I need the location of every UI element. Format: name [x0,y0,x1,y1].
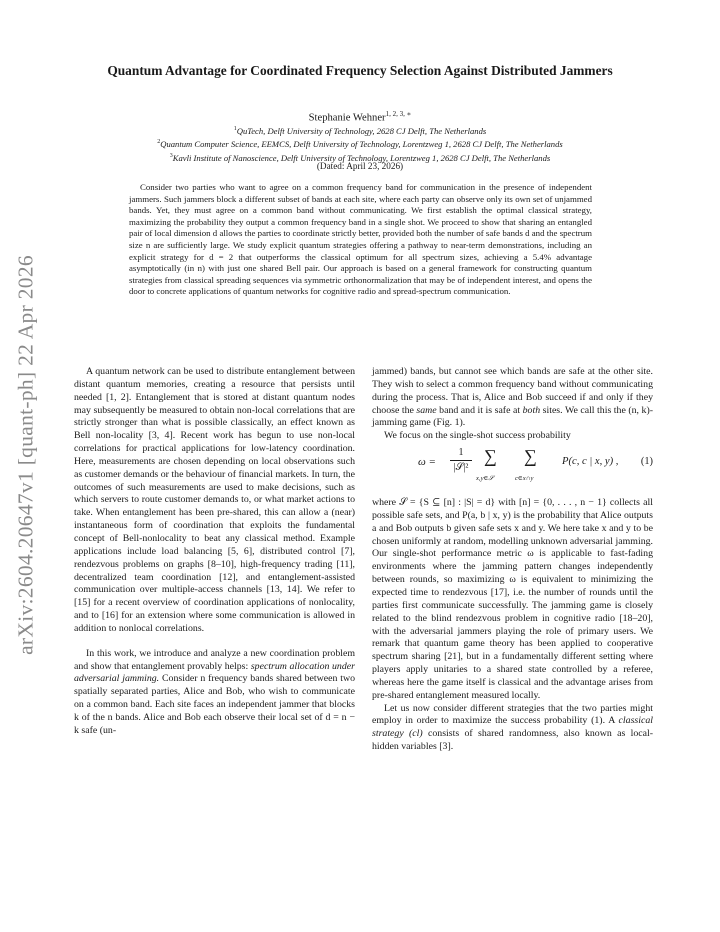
sum-subscript-2: c∈x∩y [515,475,534,483]
sum-symbol-2: ∑ [524,446,537,467]
affiliation-3: $^3$Kavli Institute of Nanoscience, Delft University of Technology, Lorentzweg 1, 2628 CJ Delft, The Netherlands [169,152,551,163]
abstract: Consider two parties who want to agree on a common frequency band for communication in the presence of independent jammers. Such jammers block a different subset of bands at each site, where each party can observe only its own set of unjammed bands. Yet, they must agree on a common band without communicating. We first establish the optimal classical strategy, maximizing the probability they output a common frequency band in a single shot. We proceed to show that sharing an entangled pair of local dimension d allows the parties to coordinate strictly better, provided both the number of safe bands d and the spectrum size n are sufficiently large. We study explicit quantum strategies offering a pathway to near-term demonstrations, including an explicit strategy for d = 2 that outperforms the classical optimum for all spectrum sizes, achieving a 5.4% advantage asymptotically (in n) with just one shared Bell pair. Our approach is based on a general framework for constructing quantum strategies from classical spreading sequences via symmetric orthonormalization that may be of independent interest, and opens the door to concrete applications of quantum networks for cognitive radio and spread-spectrum communication. [129,182,592,297]
equation-fraction: 1 |𝒮|² [450,447,472,474]
equation-number: (1) [640,456,653,468]
affiliation-2: $^2$Quantum Computer Science, EEMCS, Delft University of Technology, Lorentzweg 1, 2628 CJ Delft, The Netherlands [157,139,563,150]
intro-paragraph-1: A quantum network can be used to distribute entanglement between distant quantum memories, creating a resource that persists until needed [1, 2]. Entanglement that is stored at distant quantum nodes may subsequently be measured to obtain non-local correlations that are strictly stronger than what is possible classically, an effect known as Bell non-locality [3, 4]. Recent work has begun to use non-local correlations for practical applications for low-latency coordination. Here, measurements are chosen depending on local observations such as customer demands or the behaviour of financial markets. In turn, the outcomes of such measurements are used to make decisions, such as which servers to route customer demands to, or what market actions to take. When entanglement has been pre-shared, this can allow a (near) instantaneous form of coordination that exploits the fundamental concept of Bell-nonlocality to beat any classical method. Example applications include load balancing [5, 6], distributed control [7], rendezvous problems on graphs [8–10], high-frequency trading [11], decentralized team coordination [12], and entanglement-assisted communication over multiple-access channels [13, 14]. We refer to [15] for a recent overview of coordination applications of nonlocality, and to [16] for an extension where some communication is allowed in addition to nonlocal correlations. [74,366,355,634]
body-paragraph-1: jammed) bands, but cannot see which bands are safe at the other site. They wish to select a common frequency band without communicating during the process. That is, Alice and Bob succeed if and only if they choose the same band and it is safe at both sites. We call this the (n, k)-jamming game (Fig. 1). [372,366,653,429]
affiliation-1: $^1$QuTech, Delft University of Technology, 2628 CJ Delft, The Netherlands [233,125,487,136]
left-column [74,366,355,738]
dated-line: (Dated: April 23, 2026) [316,161,404,171]
author-name: Stephanie Wehner [308,112,386,124]
paper-title: Quantum Advantage for Coordinated Frequency Selection Against Distributed Jammers [107,63,613,78]
arxiv-identifier-stamp [6,245,46,665]
intro-paragraph-2: In this work, we introduce and analyze a new coordination problem and show that entanglement provably helps: spectrum allocation under adversarial jamming. Consider n frequency bands shared between two spatially separated parties, Alice and Bob, who wish to communicate on a common band. Each site faces an independent jammer that blocks k of the n bands. Alice and Bob each observe their local set of d = n − k safe (un- [74,647,355,736]
equation-body: P(c, c | x, y) , [562,456,619,468]
equation-1 [372,447,653,493]
equation-lhs: ω = [418,456,436,469]
sum-subscript-1: x,y∈𝒮 [476,475,494,483]
sum-symbol-1: ∑ [484,446,497,467]
body-paragraph-3: where 𝒮 = {S ⊆ [n] : |S| = d} with [n] = {0, . . . , n − 1} collects all possible safe sets, and P(a, b | x, y) is the probability that Alice outputs a and Bob outputs b given safe sets x and y. We here take x and y to be chosen uniformly at random, modelling unknown adversarial jamming. Our single-shot performance metric ω is applicable to fast-fading environments where the jamming pattern changes independently between rounds, so maximizing ω is equivalent to minimizing the expected time to rendezvous [17], i.e. the number of rounds until the parties first communicate successfully. The jamming game is closely related to the blind rendezvous problem in cognitive radio [18–20], with the adversarial jammers playing the role of primary users. We remark that quantum game theory has been applied to cooperative spectrum sharing [21], but in a fundamentally different setting where players apply unitaries to a shared state controlled by a referee, whereas here the game itself is classical and the advantage arises from pre-shared entanglement measured locally. [372,497,653,701]
author-line [80,110,640,124]
right-column [372,366,653,754]
body-paragraph-4: Let us now consider different strategies that the two parties might employ in order to maximize the success probability (1). A classical strategy (cl) consists of shared randomness, also known as local-hidden variables [3]. [372,702,653,753]
affiliations [40,124,680,164]
author-affiliation-marks: 1, 2, 3, ∗ [385,110,412,118]
body-paragraph-2: We focus on the single-shot success probability [384,430,571,442]
arxiv-identifier-text: arXiv:2604.20647v1 [quant-ph] 22 Apr 2026 [13,255,38,655]
